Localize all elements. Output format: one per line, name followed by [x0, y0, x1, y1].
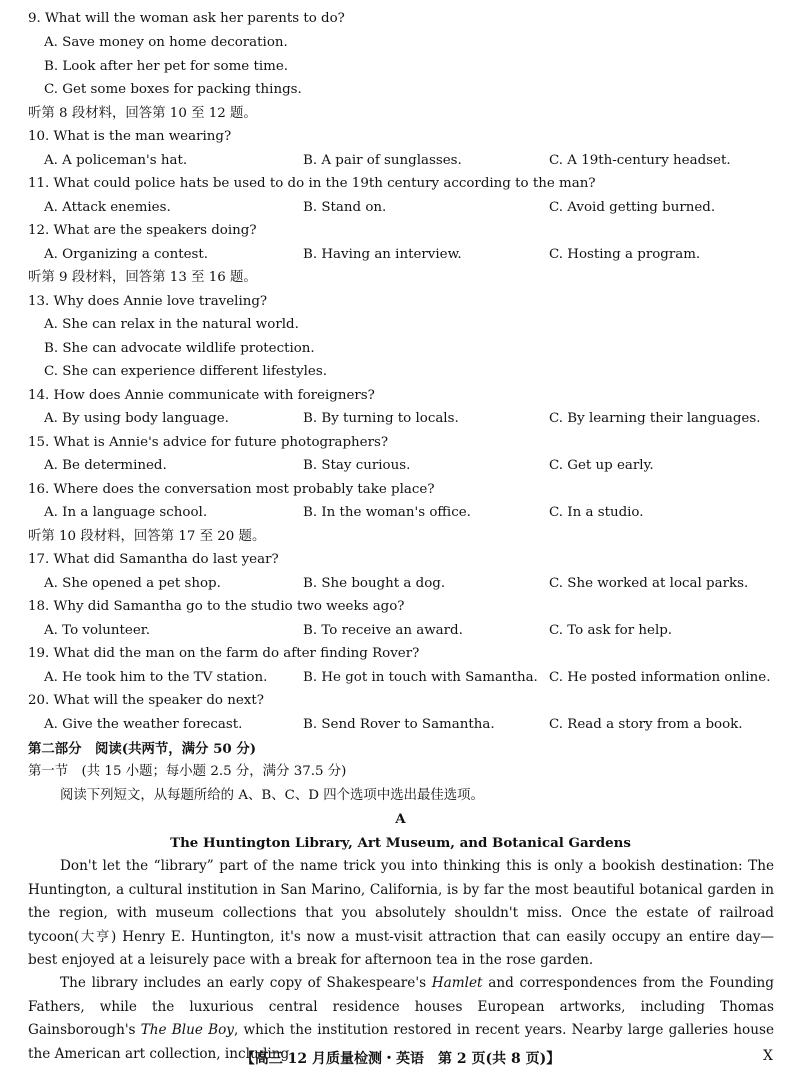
part-heading: 第二部分 阅读(共两节，满分 50 分): [28, 741, 257, 757]
option: C. By learning their languages.: [549, 411, 761, 426]
question-stem: 11. What could police hats be used to do in the 19th century according to the man?: [28, 176, 596, 191]
option: B. She can advocate wildlife protection.: [44, 341, 315, 356]
option: A. To volunteer.: [44, 623, 150, 638]
section-note: 听第 9 段材料，回答第 13 至 16 题。: [28, 270, 257, 285]
option: A. Organizing a contest.: [44, 247, 209, 262]
option: A. She opened a pet shop.: [44, 576, 221, 591]
option: C. Hosting a program.: [549, 247, 701, 262]
option: C. Read a story from a book.: [549, 717, 743, 732]
work-title-blue-boy: The Blue Boy: [140, 1022, 234, 1038]
option: B. To receive an award.: [303, 623, 463, 638]
option: C. Get some boxes for packing things.: [44, 82, 302, 97]
option: B. Send Rover to Samantha.: [303, 717, 495, 732]
option: A. Give the weather forecast.: [44, 717, 243, 732]
instruction: 阅读下列短文，从每题所给的 A、B、C、D 四个选项中选出最佳选项。: [60, 788, 484, 803]
option: A. By using body language.: [44, 411, 229, 426]
option: B. Having an interview.: [303, 247, 462, 262]
option: B. She bought a dog.: [303, 576, 446, 591]
work-title-hamlet: Hamlet: [431, 975, 483, 991]
option: C. In a studio.: [549, 505, 644, 520]
option: C. She worked at local parks.: [549, 576, 749, 591]
paragraph-text: and correspondences from the Founding Fathers, while the luxurious central residence houses European artworks, including Thomas Gainsborough's: [28, 975, 775, 1038]
question-stem: 15. What is Annie's advice for future photographers?: [28, 435, 389, 450]
paragraph-text: Don't let the “library” part of the name trick you into thinking this is only a bookish destination: The Huntington, a cultural institution in San Marino, California, is by far the most beautiful botanical garden in the region, with museum collections that you absolutely shouldn't miss. Once the estate of railroad tycoon(大亨) Henry E. Huntington, it's now a must-visit attraction that can easily occupy an entire day—best enjoyed at a leisurely pace with a break for afternoon tea in the rose garden.: [28, 858, 774, 968]
option: B. In the woman's office.: [303, 505, 471, 520]
option: C. A 19th-century headset.: [549, 153, 731, 168]
option: C. She can experience different lifestyles.: [44, 364, 327, 379]
section-note: 听第 10 段材料，回答第 17 至 20 题。: [28, 529, 266, 544]
option: A. Be determined.: [44, 458, 167, 473]
option: B. Stand on.: [303, 200, 387, 215]
option: B. Look after her pet for some time.: [44, 59, 289, 74]
option: B. Stay curious.: [303, 458, 411, 473]
question-stem: 10. What is the man wearing?: [28, 129, 232, 144]
passage-letter: A: [395, 811, 406, 827]
option: A. He took him to the TV station.: [44, 670, 268, 685]
question-stem: 9. What will the woman ask her parents to do?: [28, 11, 345, 26]
question-stem: 12. What are the speakers doing?: [28, 223, 257, 238]
section-note: 听第 8 段材料，回答第 10 至 12 题。: [28, 106, 257, 121]
option: B. A pair of sunglasses.: [303, 153, 462, 168]
option: B. He got in touch with Samantha.: [303, 670, 538, 685]
option: A. In a language school.: [44, 505, 208, 520]
option: C. To ask for help.: [549, 623, 673, 638]
paragraph-text: , which the institution restored in recent years. Nearby large galleries house the American art collection, including: [28, 1022, 774, 1062]
page-footer: 【高三 12 月质量检测・英语 第 2 页(共 8 页)】: [240, 1051, 561, 1067]
option: C. He posted information online.: [549, 670, 771, 685]
option: A. She can relax in the natural world.: [44, 317, 299, 332]
option: A. Save money on home decoration.: [44, 35, 288, 50]
passage-title: The Huntington Library, Art Museum, and Botanical Gardens: [170, 835, 631, 851]
option: A. A policeman's hat.: [44, 153, 188, 168]
passage-paragraph: [28, 855, 774, 973]
question-stem: 20. What will the speaker do next?: [28, 693, 264, 708]
question-stem: 16. Where does the conversation most probably take place?: [28, 482, 435, 497]
option: C. Avoid getting burned.: [549, 200, 716, 215]
question-stem: 17. What did Samantha do last year?: [28, 552, 279, 567]
footer-mark: X: [763, 1048, 773, 1064]
question-stem: 18. Why did Samantha go to the studio two weeks ago?: [28, 599, 405, 614]
paragraph-text: The library includes an early copy of Shakespeare's: [60, 975, 432, 991]
question-stem: 19. What did the man on the farm do after finding Rover?: [28, 646, 420, 661]
question-stem: 13. Why does Annie love traveling?: [28, 294, 268, 309]
option: A. Attack enemies.: [44, 200, 171, 215]
option: C. Get up early.: [549, 458, 654, 473]
option: B. By turning to locals.: [303, 411, 459, 426]
question-stem: 14. How does Annie communicate with foreigners?: [28, 388, 375, 403]
section-heading: 第一节 (共 15 小题；每小题 2.5 分，满分 37.5 分): [28, 764, 347, 779]
